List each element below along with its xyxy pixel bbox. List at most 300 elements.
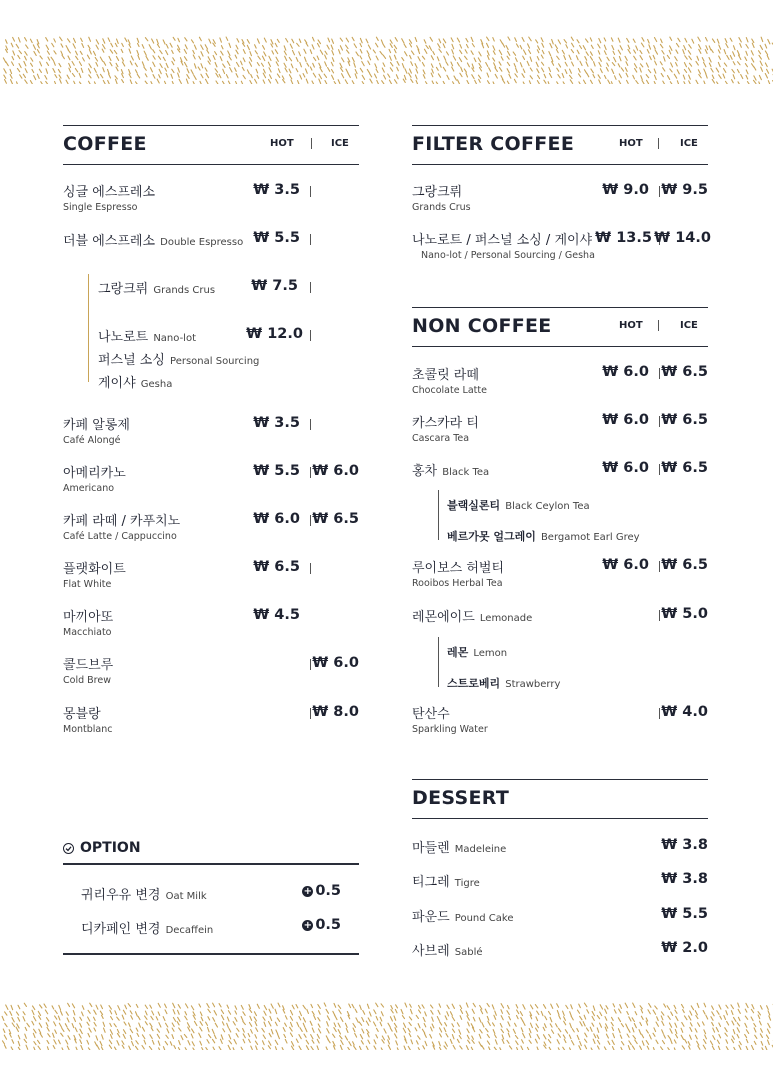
pattern-dash	[528, 44, 530, 48]
pattern-dash	[282, 76, 284, 79]
pattern-dash	[149, 1046, 151, 1049]
pattern-dash	[201, 45, 203, 49]
menu-item-lemon	[447, 641, 507, 660]
pattern-dash	[374, 1010, 376, 1014]
pattern-dash	[114, 50, 116, 53]
pattern-dash	[755, 1035, 757, 1038]
pattern-dash	[606, 67, 608, 71]
pattern-dash	[6, 1005, 8, 1009]
pattern-dash	[342, 74, 344, 78]
pattern-dash	[404, 1023, 406, 1027]
pattern-dash	[167, 1029, 169, 1033]
pattern-dash	[16, 44, 18, 48]
menu-item-tigre	[412, 871, 480, 890]
pattern-dash	[537, 50, 539, 53]
pattern-dash	[516, 1005, 518, 1008]
pattern-dash	[592, 1016, 594, 1020]
pattern-dash	[475, 80, 477, 83]
pattern-dash	[473, 1017, 475, 1021]
pattern-dash	[508, 37, 510, 40]
pattern-dash	[360, 1005, 362, 1009]
sub-items-bar	[88, 274, 89, 382]
pattern-dash	[83, 58, 85, 61]
pattern-dash	[712, 75, 714, 78]
pattern-dash	[418, 1036, 420, 1039]
item-name-kr: 나노로트 / 퍼스널 소싱 / 게이샤	[412, 233, 593, 248]
pattern-dash	[199, 37, 201, 41]
pattern-dash	[530, 68, 532, 71]
pattern-dash	[751, 58, 753, 62]
pattern-dash	[390, 68, 392, 71]
pattern-dash	[737, 69, 739, 72]
pattern-dash	[303, 1023, 305, 1027]
pattern-dash	[432, 69, 434, 73]
pattern-dash	[188, 1041, 190, 1045]
pattern-dash	[10, 1011, 12, 1015]
pattern-dash	[515, 74, 517, 77]
pattern-dash	[677, 70, 679, 74]
pattern-dash	[536, 1017, 538, 1021]
pattern-dash	[159, 1048, 161, 1050]
option-price-oat	[302, 883, 341, 899]
pattern-dash	[522, 37, 524, 41]
non-coffee-header	[412, 307, 708, 347]
pattern-dash	[479, 52, 481, 56]
pattern-dash	[411, 51, 413, 55]
pattern-dash	[235, 68, 237, 71]
item-name-kr: 나노로트	[98, 330, 149, 345]
pattern-dash	[662, 51, 664, 54]
pattern-dash	[390, 44, 392, 48]
pattern-dash	[529, 37, 531, 41]
pattern-dash	[173, 58, 175, 61]
pattern-dash	[334, 82, 336, 84]
pattern-dash	[102, 49, 104, 52]
pattern-dash	[409, 1033, 411, 1036]
pattern-dash	[96, 1036, 98, 1040]
pattern-dash	[577, 1035, 579, 1039]
pattern-dash	[521, 1028, 523, 1032]
pattern-dash	[172, 69, 174, 72]
pattern-dash	[235, 1006, 237, 1009]
pattern-dash	[509, 1016, 511, 1019]
pattern-dash	[213, 40, 215, 44]
pattern-dash	[492, 1023, 494, 1026]
pattern-dash	[166, 73, 168, 77]
pattern-dash	[18, 38, 20, 42]
pattern-dash	[312, 81, 314, 84]
pattern-dash	[478, 58, 480, 62]
pattern-dash	[258, 56, 260, 59]
pattern-dash	[5, 1012, 7, 1015]
pattern-dash	[402, 58, 404, 61]
pattern-dash	[103, 80, 105, 84]
pattern-dash	[338, 1005, 340, 1008]
pattern-dash	[479, 63, 481, 67]
pattern-dash	[612, 45, 614, 49]
pattern-dash	[746, 1039, 748, 1042]
pattern-dash	[557, 56, 559, 59]
menu-item-single-espresso	[63, 181, 155, 213]
pattern-dash	[290, 1033, 292, 1037]
pattern-dash	[653, 55, 655, 59]
pattern-dash	[415, 37, 417, 41]
price: ₩ 5.5	[661, 906, 708, 922]
pattern-dash	[395, 1028, 397, 1032]
pattern-dash	[727, 1021, 729, 1025]
pattern-dash	[502, 1039, 504, 1043]
pattern-dash	[199, 1033, 201, 1037]
pattern-dash	[765, 63, 767, 67]
pattern-dash	[68, 56, 70, 60]
pattern-dash	[640, 50, 642, 53]
pattern-dash	[508, 51, 510, 55]
pattern-dash	[46, 69, 48, 73]
pattern-dash	[145, 1022, 147, 1025]
pattern-dash	[80, 1017, 82, 1020]
pattern-dash	[178, 1005, 180, 1009]
pattern-dash	[255, 45, 257, 48]
pattern-dash	[144, 1040, 146, 1044]
pattern-dash	[410, 1009, 412, 1013]
pattern-dash	[319, 63, 321, 67]
pattern-dash	[558, 40, 560, 44]
pattern-dash	[166, 63, 168, 67]
pattern-dash	[492, 1005, 494, 1009]
pattern-dash	[542, 43, 544, 47]
pattern-dash	[370, 74, 372, 77]
pattern-dash	[41, 82, 43, 84]
pattern-dash	[25, 38, 27, 41]
pattern-dash	[34, 1042, 36, 1045]
pattern-dash	[423, 70, 425, 74]
pattern-dash	[32, 1021, 34, 1025]
pattern-dash	[184, 57, 186, 61]
pattern-dash	[111, 1017, 113, 1020]
pattern-dash	[570, 75, 572, 78]
pattern-dash	[584, 1003, 586, 1007]
pattern-dash	[326, 1047, 328, 1050]
pattern-dash	[640, 1046, 642, 1049]
pattern-dash	[34, 1029, 36, 1033]
pattern-dash	[129, 1046, 131, 1050]
pattern-dash	[397, 67, 399, 70]
pattern-dash	[333, 1034, 335, 1037]
option-price-value: 0.5	[315, 883, 341, 899]
pattern-dash	[142, 62, 144, 66]
pattern-dash	[713, 1036, 715, 1040]
dessert-title: DESSERT	[412, 787, 510, 809]
price-divider	[310, 659, 311, 670]
pattern-dash	[460, 1005, 462, 1008]
pattern-dash	[249, 1009, 251, 1012]
pattern-dash	[419, 1005, 421, 1008]
pattern-dash	[618, 1018, 620, 1022]
menu-item-black-tea	[412, 460, 489, 479]
pattern-dash	[318, 1029, 320, 1033]
pattern-dash	[89, 64, 91, 68]
pattern-dash	[545, 1016, 547, 1020]
pattern-dash	[416, 81, 418, 84]
pattern-dash	[509, 74, 511, 78]
pattern-dash	[493, 46, 495, 50]
pattern-dash	[746, 1003, 748, 1007]
pattern-dash	[34, 1017, 36, 1021]
pattern-dash	[590, 1027, 592, 1031]
pattern-dash	[663, 81, 665, 84]
pattern-dash	[395, 1034, 397, 1038]
pattern-dash	[569, 1035, 571, 1039]
pattern-dash	[178, 73, 180, 77]
pattern-dash	[480, 1005, 482, 1009]
pattern-dash	[376, 1016, 378, 1020]
pattern-dash	[360, 43, 362, 46]
pattern-dash	[103, 39, 105, 43]
pattern-dash	[318, 40, 320, 44]
menu-item-filter-nanolot	[412, 229, 595, 261]
pattern-dash	[55, 75, 57, 78]
pattern-dash	[165, 1010, 167, 1014]
pattern-dash	[514, 64, 516, 68]
pattern-dash	[550, 43, 552, 47]
pattern-dash	[311, 1047, 313, 1050]
price-divider	[659, 464, 660, 475]
pattern-dash	[578, 74, 580, 77]
pattern-dash	[191, 40, 193, 43]
pattern-dash	[612, 1040, 614, 1044]
pattern-dash	[186, 1004, 188, 1008]
pattern-dash	[515, 1023, 517, 1026]
pattern-dash	[710, 1041, 712, 1045]
pattern-dash	[366, 1046, 368, 1049]
price-divider	[659, 708, 660, 719]
pattern-dash	[495, 74, 497, 78]
pattern-dash	[520, 1012, 522, 1016]
pattern-dash	[82, 1012, 84, 1016]
pattern-dash	[206, 73, 208, 77]
pattern-dash	[243, 1039, 245, 1042]
pattern-dash	[158, 1003, 160, 1007]
pattern-dash	[251, 74, 253, 77]
pattern-dash	[513, 52, 515, 55]
pattern-dash	[506, 46, 508, 50]
pattern-dash	[564, 40, 566, 43]
pattern-dash	[697, 1003, 699, 1007]
filter-coffee-title: FILTER COFFEE	[412, 133, 575, 155]
pattern-dash	[445, 1016, 447, 1020]
pattern-dash	[145, 1016, 147, 1019]
pattern-dash	[405, 69, 407, 73]
pattern-dash	[248, 1034, 250, 1037]
pattern-dash	[587, 1010, 589, 1013]
pattern-dash	[621, 1024, 623, 1027]
pattern-dash	[752, 1045, 754, 1049]
pattern-dash	[646, 1021, 648, 1025]
pattern-dash	[125, 38, 127, 42]
pattern-dash	[257, 39, 259, 43]
pattern-dash	[96, 40, 98, 44]
pattern-dash	[6, 46, 8, 50]
pattern-dash	[600, 1005, 602, 1009]
pattern-dash	[691, 1006, 693, 1010]
pattern-dash	[586, 52, 588, 55]
pattern-dash	[213, 1018, 215, 1022]
pattern-dash	[38, 1011, 40, 1015]
pattern-dash	[250, 52, 252, 56]
pattern-dash	[529, 81, 531, 84]
pattern-dash	[516, 44, 518, 47]
pattern-dash	[739, 1045, 741, 1049]
pattern-dash	[151, 1028, 153, 1031]
pattern-dash	[423, 1046, 425, 1049]
pattern-dash	[494, 1047, 496, 1050]
pattern-dash	[689, 75, 691, 79]
pattern-dash	[570, 69, 572, 73]
item-name-kr: 콜드브루	[63, 658, 114, 673]
pattern-dash	[507, 62, 509, 65]
pattern-dash	[277, 1018, 279, 1021]
pattern-dash	[18, 1047, 20, 1050]
pattern-dash	[122, 74, 124, 78]
pattern-dash	[689, 1016, 691, 1020]
item-name-en: Americano	[63, 483, 115, 494]
pattern-dash	[74, 1017, 76, 1021]
pattern-dash	[18, 1041, 20, 1045]
pattern-dash	[296, 1039, 298, 1042]
pattern-dash	[618, 64, 620, 67]
pattern-dash	[352, 1004, 354, 1008]
pattern-dash	[376, 1035, 378, 1038]
pattern-dash	[452, 1017, 454, 1021]
pattern-dash	[487, 37, 489, 40]
pattern-dash	[432, 81, 434, 84]
pattern-dash	[654, 1028, 656, 1032]
pattern-dash	[20, 75, 22, 78]
pattern-dash	[650, 56, 652, 60]
pattern-dash	[608, 80, 610, 84]
pattern-dash	[9, 1034, 11, 1038]
pattern-dash	[556, 1024, 558, 1027]
pattern-dash	[416, 1041, 418, 1044]
pattern-dash	[94, 1017, 96, 1020]
pattern-dash	[110, 1030, 112, 1034]
pattern-dash	[53, 1033, 55, 1037]
pattern-dash	[426, 82, 428, 84]
pattern-dash	[338, 80, 340, 84]
pattern-dash	[228, 1045, 230, 1049]
pattern-dash	[145, 1011, 147, 1015]
pattern-dash	[381, 1012, 383, 1016]
pattern-dash	[292, 1046, 294, 1050]
pattern-dash	[319, 79, 321, 83]
pattern-dash	[60, 1011, 62, 1015]
pattern-dash	[390, 1017, 392, 1021]
bottom-pattern-band	[0, 1000, 773, 1050]
pattern-dash	[178, 38, 180, 41]
pattern-dash	[201, 1017, 203, 1021]
option-oat-milk	[81, 884, 207, 903]
pattern-dash	[128, 40, 130, 44]
pattern-dash	[377, 1028, 379, 1031]
pattern-dash	[311, 1035, 313, 1039]
pattern-dash	[375, 64, 377, 68]
pattern-dash	[61, 44, 63, 47]
pattern-dash	[142, 1035, 144, 1039]
pattern-dash	[396, 75, 398, 79]
pattern-dash	[452, 50, 454, 54]
pattern-dash	[79, 73, 81, 77]
pattern-dash	[654, 46, 656, 49]
pattern-dash	[648, 70, 650, 73]
pattern-dash	[157, 44, 159, 47]
pattern-dash	[10, 74, 12, 78]
pattern-dash	[717, 1040, 719, 1044]
pattern-dash	[80, 51, 82, 54]
pattern-dash	[661, 1012, 663, 1015]
pattern-dash	[528, 50, 530, 54]
pattern-dash	[47, 62, 49, 65]
pattern-dash	[33, 1006, 35, 1010]
pattern-dash	[121, 49, 123, 52]
pattern-dash	[317, 56, 319, 60]
pattern-dash	[367, 51, 369, 55]
pattern-dash	[59, 1040, 61, 1044]
pattern-dash	[584, 70, 586, 74]
pattern-dash	[689, 81, 691, 84]
item-name-kr: 카스카라 티	[412, 416, 479, 431]
pattern-dash	[597, 1035, 599, 1038]
pattern-dash	[229, 43, 231, 47]
price-ice: ₩ 6.5	[312, 511, 359, 527]
menu-item-pound-cake	[412, 906, 513, 925]
check-circle-icon	[63, 843, 74, 854]
pattern-dash	[333, 1041, 335, 1045]
pattern-dash	[612, 1027, 614, 1030]
pattern-dash	[590, 38, 592, 41]
pattern-dash	[193, 1048, 195, 1050]
pattern-dash	[685, 1039, 687, 1043]
pattern-dash	[66, 1040, 68, 1044]
pattern-dash	[181, 1036, 183, 1040]
pattern-dash	[74, 81, 76, 84]
pattern-dash	[655, 75, 657, 79]
pattern-dash	[459, 58, 461, 62]
pattern-dash	[709, 63, 711, 66]
pattern-dash	[676, 50, 678, 53]
pattern-dash	[198, 67, 200, 70]
item-name-en: Personal Sourcing	[170, 356, 260, 367]
pattern-dash	[661, 73, 663, 76]
pattern-dash	[571, 1016, 573, 1020]
pattern-dash	[604, 51, 606, 55]
item-name-kr: 몽블랑	[63, 707, 101, 722]
price-divider	[310, 467, 311, 478]
pattern-dash	[40, 62, 42, 66]
pattern-dash	[256, 1028, 258, 1032]
pattern-dash	[507, 81, 509, 84]
pattern-dash	[227, 1017, 229, 1021]
menu-item-grands-crus	[98, 278, 215, 297]
pattern-dash	[68, 1003, 70, 1006]
pattern-dash	[507, 1029, 509, 1032]
pattern-dash	[194, 64, 196, 68]
pattern-dash	[165, 81, 167, 84]
pattern-dash	[108, 80, 110, 84]
pattern-dash	[339, 50, 341, 54]
pattern-dash	[18, 55, 20, 58]
pattern-dash	[130, 61, 132, 65]
pattern-dash	[129, 49, 131, 53]
